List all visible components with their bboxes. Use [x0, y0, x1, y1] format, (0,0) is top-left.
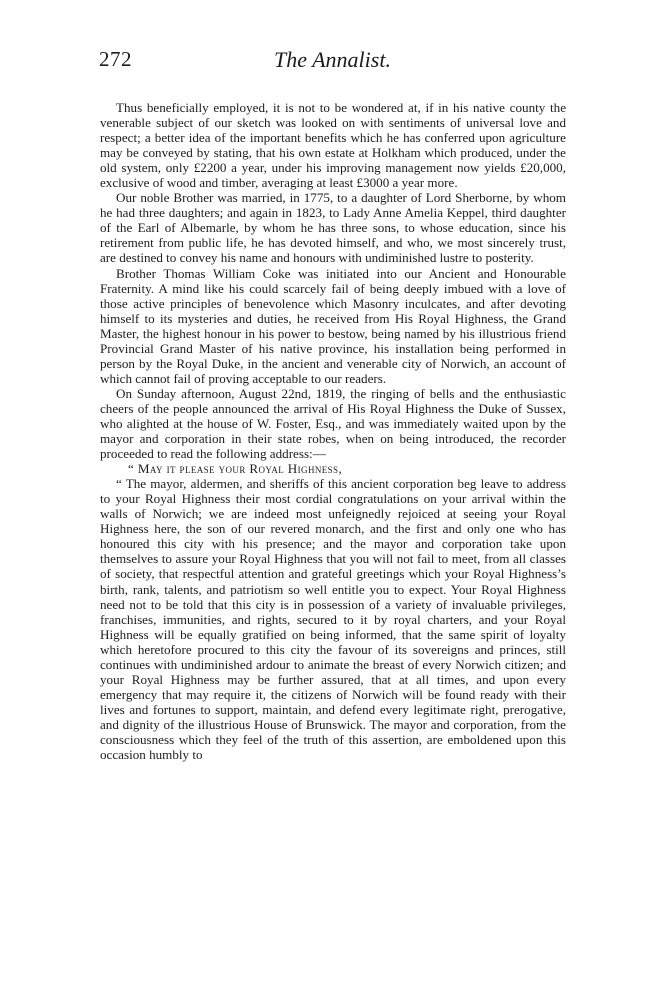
paragraph-holkham: Thus beneficially employed, it is not to be wondered at, if in his native county the venerable subject of our sketch was looked on with sentiments of universal love and respect; a better idea of the important benefits which he has conferred upon agriculture may be conveyed by stating, that his own estate at Holkham which produced, under the old system, only £2200 a year, under his improving management now yields £20,000, exclusive of wood and timber, averaging at least £3000 a year more.	[100, 100, 566, 191]
page-number: 272	[99, 47, 132, 71]
address-salutation: “ May it please your Royal Highness,	[128, 461, 343, 477]
paragraph-initiation: Brother Thomas William Coke was initiated into our Ancient and Honourable Fraternity. A mind like his could scarcely fail of being deeply imbued with a love of those active principles of benevolence which Masonry inculcates, and after devoting himself to its mysteries and duties, he received from His Royal Highness, the Grand Master, the highest honour in his power to bestow, being named by his illustrious friend Provincial Grand Master of his native province, his installation being performed in person by the Royal Duke, in the ancient and venerable city of Norwich, an account of which cannot fail of proving acceptable to our readers.	[100, 265, 566, 386]
paragraph-marriage: Our noble Brother was married, in 1775, to a daughter of Lord Sherborne, by whom he had three daughters; and again in 1823, to Lady Anne Amelia Keppel, third daughter of the Earl of Albemarle, by whom he has three sons, to whose education, since his retirement from public life, he has devoted himself, and who, we most sincerely trust, are destined to convey his name and honours with undiminished lustre to posterity.	[100, 190, 566, 266]
page-header	[99, 47, 566, 77]
address-text: “ The mayor, aldermen, and sheriffs of this ancient corporation beg leave to address to your Royal Highness their most cordial congratulations on your arrival within the walls of Norwich; we are indeed most unfeignedly rejoiced at seeing your Royal Highness here, the son of our revered monarch, and the first and only one who has honoured this city with his presence; and the mayor and corporation take upon themselves to assure your Royal Highness that you will not fail to meet, from all classes of society, that respectful attention and grateful greetings which your Royal Highness’s birth, rank, talents, and patriotism so well entitle you to expect. Your Royal Highness need not to be told that this city is in possession of a variety of invaluable privileges, franchises, immunities, and rights, secured to it by royal charters, and your Royal Highness will be equally gratified on being informed, that the same spirit of loyalty which heretofore procured to this city the favour of its sovereigns and princes, still continues with undiminished ardour to animate the breast of every Norwich citizen; and your Royal Highness may be further assured, that at all times, and upon every emergency that may require it, the citizens of Norwich will be found ready with their lives and fortunes to support, maintain, and defend every legitimate right, prerogative, and dignity of the illustrious House of Brunswick. The mayor and corporation, from the consciousness which they feel of the truth of this assertion, are emboldened upon this occasion humbly to	[100, 476, 566, 763]
running-title: The Annalist.	[274, 47, 391, 72]
body-text	[100, 100, 566, 762]
paragraph-arrival: On Sunday afternoon, August 22nd, 1819, the ringing of bells and the enthusiastic cheers of the people announced the arrival of His Royal Highness the Duke of Sussex, who alighted at the house of W. Foster, Esq., and was immediately waited upon by the mayor and corporation in their state robes, when on being introduced, the recorder proceeded to read the following address:—	[100, 385, 566, 462]
